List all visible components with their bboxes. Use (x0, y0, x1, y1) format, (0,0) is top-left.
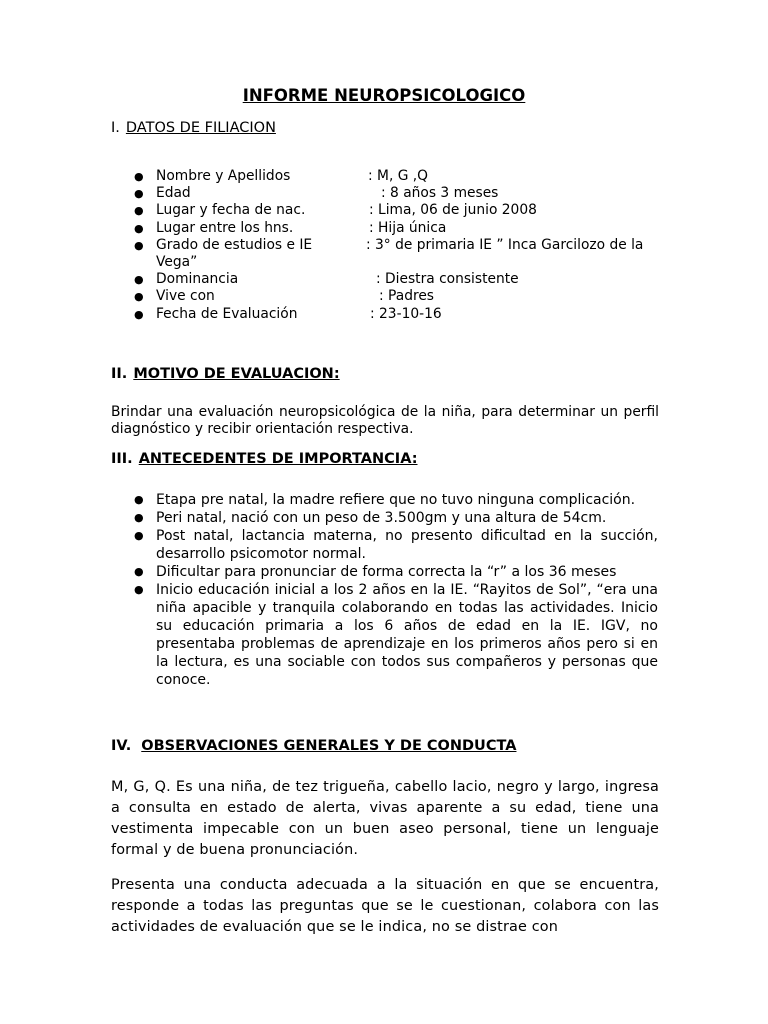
document-title: INFORME NEUROPSICOLOGICO (242, 86, 526, 105)
field-label: Lugar entre los hns. (156, 219, 294, 236)
list-item (134, 563, 658, 581)
bullet-icon: ● (134, 307, 144, 321)
section-number: IV. (111, 738, 132, 754)
list-item (134, 527, 658, 563)
section-antecedentes (111, 451, 418, 467)
observaciones-paragraph-2: Presenta una conducta adecuada a la situación en que se encuentra, responde a todas las preguntas que se le cuestionan, colabora con las actividades de evaluación que se le indica, no se distrae con (111, 877, 659, 935)
bullet-icon: ● (134, 238, 144, 252)
motivo-paragraph: Brindar una evaluación neuropsicológica de la niña, para determinar un perfil diagnóstico y recibir orientación respectiva. (111, 404, 659, 437)
section-motivo-evaluacion (111, 366, 340, 382)
field-value: : M, G ,Q (368, 168, 429, 184)
section-number: I. (111, 120, 120, 136)
bullet-icon: ● (134, 583, 144, 596)
item-text: Dificultar para pronunciar de forma correcta la “r” a los 36 meses (156, 564, 617, 580)
item-text: Post natal, lactancia materna, no presento dificultad en la succión, desarrollo psicomotor normal. (156, 528, 658, 562)
field-label: Nombre y Apellidos (156, 168, 291, 184)
bullet-icon: ● (134, 290, 144, 304)
item-text: Etapa pre natal, la madre refiere que no tuvo ninguna complicación. (156, 492, 636, 508)
list-item (134, 491, 658, 509)
bullet-icon: ● (134, 493, 144, 506)
bullet-icon: ● (134, 529, 144, 542)
field-label: Lugar y fecha de nac. (156, 202, 306, 219)
bullet-icon: ● (134, 273, 144, 287)
list-item (134, 509, 658, 527)
field-value: : 3° de primaria IE ” Inca Garcilozo de la (366, 236, 644, 253)
section-title: DATOS DE FILIACION (125, 120, 276, 136)
field-value: : 23-10-16 (370, 305, 442, 322)
section-observaciones (111, 738, 516, 754)
item-text: Peri natal, nació con un peso de 3.500gm y una altura de 54cm. (156, 510, 607, 526)
section-title: ANTECEDENTES DE IMPORTANCIA: (138, 451, 418, 467)
field-value: : Diestra consistente (376, 271, 519, 288)
field-label: Fecha de Evaluación (156, 305, 298, 322)
field-value: : 8 años 3 meses (381, 185, 499, 202)
section-number: III. (111, 451, 133, 467)
bullet-icon: ● (134, 187, 144, 201)
field-label: Vive con (156, 288, 215, 305)
field-value-continued: Vega” (156, 253, 198, 270)
section-title: MOTIVO DE EVALUACION: (133, 366, 340, 382)
bullet-icon: ● (134, 511, 144, 524)
section-number: II. (111, 366, 128, 382)
antecedentes-list (134, 491, 658, 689)
field-value: : Hija única (369, 219, 447, 236)
section-title: OBSERVACIONES GENERALES Y DE CONDUCTA (141, 738, 517, 754)
field-label: Edad (156, 185, 191, 202)
field-value: : Lima, 06 de junio 2008 (369, 202, 537, 219)
bullet-icon: ● (134, 204, 144, 218)
bullet-icon: ● (134, 565, 144, 578)
field-label: Dominancia (156, 271, 239, 288)
field-value: : Padres (379, 288, 434, 305)
field-label: Grado de estudios e IE (156, 236, 313, 253)
item-text: Inicio educación inicial a los 2 años en la IE. “Rayitos de Sol”, “era una niña apacible y tranquila colaborando en todas las actividades. Inicio su educación primaria a los 6 años de edad en la IE. IGV, no presentaba problemas de aprendizaje en los primeros años pero si en la lectura, es una sociable con todos sus compañeros y personas que conoce. (156, 582, 658, 688)
section-datos-filiacion (111, 120, 276, 136)
list-item (134, 581, 658, 689)
observaciones-paragraph-1: M, G, Q. Es una niña, de tez trigueña, cabello lacio, negro y largo, ingresa a consulta en estado de alerta, vivas aparente a su edad, tiene una vestimenta impecable con un buen aseo personal, tiene un lenguaje formal y de buena pronunciación. (111, 779, 659, 858)
bullet-icon: ● (134, 170, 144, 183)
bullet-icon: ● (134, 221, 144, 235)
